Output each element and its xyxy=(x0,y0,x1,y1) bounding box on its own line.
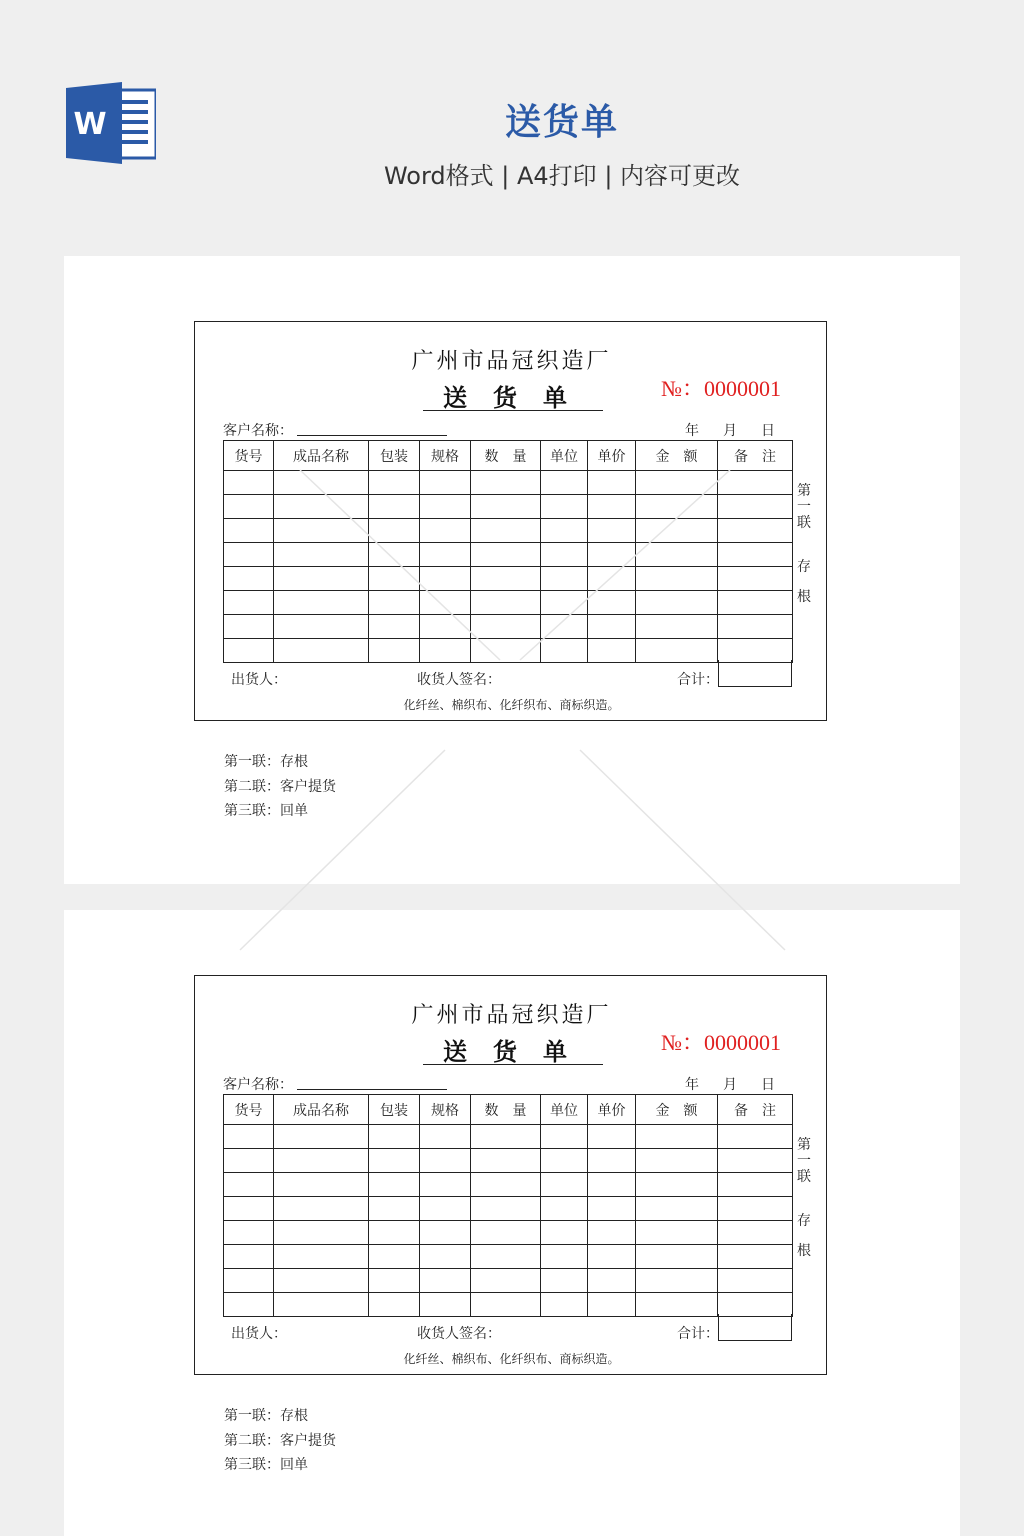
copy-item: 第一联：存根 xyxy=(224,1408,308,1424)
table-cell[interactable] xyxy=(541,591,588,615)
table-cell[interactable] xyxy=(420,567,471,591)
table-cell[interactable] xyxy=(718,543,793,567)
table-cell[interactable] xyxy=(718,519,793,543)
table-cell[interactable] xyxy=(471,495,541,519)
copy-item: 第一联：存根 xyxy=(224,754,308,770)
table-cell[interactable] xyxy=(420,1245,471,1269)
table-cell[interactable] xyxy=(636,1269,718,1293)
table-cell[interactable] xyxy=(471,1125,541,1149)
table-cell[interactable] xyxy=(420,1197,471,1221)
column-header: 单价 xyxy=(588,1095,636,1125)
table-cell[interactable] xyxy=(588,1269,636,1293)
table-cell[interactable] xyxy=(541,1221,588,1245)
copy-side-label xyxy=(795,1136,813,1258)
table-cell[interactable] xyxy=(541,471,588,495)
table-cell[interactable] xyxy=(718,615,793,639)
column-header: 单位 xyxy=(541,1095,588,1125)
customer-label: 客户名称： xyxy=(223,423,293,439)
table-cell[interactable] xyxy=(718,1221,793,1245)
table-cell[interactable] xyxy=(636,1173,718,1197)
table-cell[interactable] xyxy=(588,591,636,615)
column-header: 数 量 xyxy=(471,441,541,471)
document-page-2 xyxy=(64,910,960,1536)
table-cell[interactable] xyxy=(588,615,636,639)
customer-label: 客户名称： xyxy=(223,1077,293,1093)
customer-field[interactable] xyxy=(297,1089,447,1090)
table-cell[interactable] xyxy=(420,543,471,567)
table-row xyxy=(224,591,793,615)
total-label: 合计： xyxy=(677,672,719,688)
table-cell[interactable] xyxy=(636,1125,718,1149)
table-cell[interactable] xyxy=(588,1245,636,1269)
table-cell[interactable] xyxy=(588,1293,636,1317)
customer-field[interactable] xyxy=(297,435,447,436)
table-cell[interactable] xyxy=(636,471,718,495)
table-row xyxy=(224,1149,793,1173)
table-cell[interactable] xyxy=(224,1221,274,1245)
table-row xyxy=(224,1269,793,1293)
table-cell[interactable] xyxy=(588,1173,636,1197)
table-cell[interactable] xyxy=(369,1173,420,1197)
table-cell[interactable] xyxy=(718,639,793,663)
side-char: 一 xyxy=(797,499,811,515)
side-char: 存 xyxy=(797,559,811,575)
table-cell[interactable] xyxy=(588,519,636,543)
column-header: 单位 xyxy=(541,441,588,471)
table-cell[interactable] xyxy=(369,615,420,639)
table-cell[interactable] xyxy=(541,495,588,519)
column-header: 金 额 xyxy=(636,441,718,471)
table-cell[interactable] xyxy=(369,1125,420,1149)
table-cell[interactable] xyxy=(636,1197,718,1221)
shipper-label: 出货人： xyxy=(231,672,287,688)
column-header: 备 注 xyxy=(718,1095,793,1125)
table-cell[interactable] xyxy=(471,543,541,567)
table-cell[interactable] xyxy=(718,1173,793,1197)
copy-side-label xyxy=(795,482,813,604)
table-row xyxy=(224,543,793,567)
table-row xyxy=(224,1125,793,1149)
table-cell[interactable] xyxy=(224,1293,274,1317)
total-box[interactable] xyxy=(718,660,792,687)
table-cell[interactable] xyxy=(274,639,369,663)
receiver-label: 收货人签名： xyxy=(417,672,501,688)
receiver-label: 收货人签名： xyxy=(417,1326,501,1342)
table-cell[interactable] xyxy=(224,615,274,639)
column-header: 数 量 xyxy=(471,1095,541,1125)
table-cell[interactable] xyxy=(369,519,420,543)
date-month: 月 xyxy=(723,423,737,439)
table-cell[interactable] xyxy=(471,591,541,615)
table-cell[interactable] xyxy=(718,1269,793,1293)
date-day: 日 xyxy=(761,423,775,439)
table-cell[interactable] xyxy=(636,615,718,639)
side-char: 根 xyxy=(797,589,811,605)
table-cell[interactable] xyxy=(420,471,471,495)
column-header: 包装 xyxy=(369,441,420,471)
column-header: 单价 xyxy=(588,441,636,471)
table-row xyxy=(224,1245,793,1269)
table-cell[interactable] xyxy=(588,1197,636,1221)
date-month: 月 xyxy=(723,1077,737,1093)
table-cell[interactable] xyxy=(224,1125,274,1149)
table-row xyxy=(224,471,793,495)
copies-list xyxy=(224,1404,336,1478)
table-cell[interactable] xyxy=(274,1149,369,1173)
table-cell[interactable] xyxy=(718,471,793,495)
copy-item: 第三联：回单 xyxy=(224,803,308,819)
items-table xyxy=(223,1094,793,1317)
title-underline xyxy=(423,410,603,411)
table-cell[interactable] xyxy=(274,1245,369,1269)
date-year: 年 xyxy=(685,1077,699,1093)
shipper-label: 出货人： xyxy=(231,1326,287,1342)
table-body xyxy=(224,1125,793,1317)
table-row xyxy=(224,1293,793,1317)
table-cell[interactable] xyxy=(636,1245,718,1269)
table-cell[interactable] xyxy=(274,1293,369,1317)
table-cell[interactable] xyxy=(224,591,274,615)
table-cell[interactable] xyxy=(420,519,471,543)
table-cell[interactable] xyxy=(718,1149,793,1173)
table-cell[interactable] xyxy=(274,519,369,543)
side-char: 存 xyxy=(797,1213,811,1229)
table-cell[interactable] xyxy=(369,591,420,615)
table-cell[interactable] xyxy=(471,1245,541,1269)
table-cell[interactable] xyxy=(636,543,718,567)
table-row xyxy=(224,615,793,639)
total-box[interactable] xyxy=(718,1314,792,1341)
table-cell[interactable] xyxy=(541,639,588,663)
table-cell[interactable] xyxy=(636,639,718,663)
side-char: 联 xyxy=(797,515,811,531)
table-cell[interactable] xyxy=(471,567,541,591)
table-cell[interactable] xyxy=(369,471,420,495)
delivery-form xyxy=(194,975,827,1375)
table-cell[interactable] xyxy=(541,1269,588,1293)
column-header: 货号 xyxy=(224,441,274,471)
table-cell[interactable] xyxy=(369,1293,420,1317)
table-cell[interactable] xyxy=(224,495,274,519)
table-cell[interactable] xyxy=(274,471,369,495)
table-cell[interactable] xyxy=(636,1149,718,1173)
table-cell[interactable] xyxy=(471,519,541,543)
table-body xyxy=(224,471,793,663)
table-cell[interactable] xyxy=(369,1197,420,1221)
table-row xyxy=(224,1221,793,1245)
table-cell[interactable] xyxy=(636,567,718,591)
column-header: 备 注 xyxy=(718,441,793,471)
table-header-row xyxy=(224,441,793,471)
table-cell[interactable] xyxy=(471,1269,541,1293)
delivery-form xyxy=(194,321,827,721)
table-cell[interactable] xyxy=(636,1293,718,1317)
serial-number: №：0000001 xyxy=(661,1030,781,1055)
table-cell[interactable] xyxy=(274,495,369,519)
column-header: 包装 xyxy=(369,1095,420,1125)
table-cell[interactable] xyxy=(588,639,636,663)
column-header: 货号 xyxy=(224,1095,274,1125)
table-cell[interactable] xyxy=(224,471,274,495)
date-field xyxy=(685,420,799,440)
table-cell[interactable] xyxy=(471,1197,541,1221)
table-cell[interactable] xyxy=(471,615,541,639)
side-char: 一 xyxy=(797,1153,811,1169)
column-header: 成品名称 xyxy=(274,1095,369,1125)
table-cell[interactable] xyxy=(274,1221,369,1245)
table-cell[interactable] xyxy=(541,615,588,639)
table-cell[interactable] xyxy=(471,1221,541,1245)
table-cell[interactable] xyxy=(541,1125,588,1149)
copy-item: 第二联：客户提货 xyxy=(224,1432,336,1449)
table-cell[interactable] xyxy=(420,1293,471,1317)
table-cell[interactable] xyxy=(420,1149,471,1173)
table-cell[interactable] xyxy=(588,567,636,591)
table-cell[interactable] xyxy=(274,543,369,567)
table-cell[interactable] xyxy=(541,1173,588,1197)
table-row xyxy=(224,1197,793,1221)
table-cell[interactable] xyxy=(420,639,471,663)
table-cell[interactable] xyxy=(274,591,369,615)
word-icon-letter: W xyxy=(73,107,107,142)
form-title: 送货单 xyxy=(443,383,593,412)
table-cell[interactable] xyxy=(636,591,718,615)
table-cell[interactable] xyxy=(224,1173,274,1197)
table-cell[interactable] xyxy=(274,1197,369,1221)
table-cell[interactable] xyxy=(718,567,793,591)
page-subtitle: Word格式 | A4打印 | 内容可更改 xyxy=(383,162,741,190)
table-cell[interactable] xyxy=(274,567,369,591)
page-title: 送货单 xyxy=(504,102,619,143)
table-row xyxy=(224,567,793,591)
table-cell[interactable] xyxy=(718,495,793,519)
business-scope: 化纤丝、棉织布、化纤织布、商标织造。 xyxy=(403,698,620,712)
document-page-1 xyxy=(64,256,960,884)
side-char: 根 xyxy=(797,1243,811,1259)
table-cell[interactable] xyxy=(420,591,471,615)
business-scope: 化纤丝、棉织布、化纤织布、商标织造。 xyxy=(403,1352,620,1366)
total-label: 合计： xyxy=(677,1326,719,1342)
table-cell[interactable] xyxy=(718,1197,793,1221)
table-cell[interactable] xyxy=(224,1149,274,1173)
table-cell[interactable] xyxy=(718,1125,793,1149)
table-cell[interactable] xyxy=(718,591,793,615)
title-underline xyxy=(423,1064,603,1065)
company-name: 广州市品冠织造厂 xyxy=(411,349,612,374)
table-cell[interactable] xyxy=(588,1125,636,1149)
table-row xyxy=(224,1173,793,1197)
table-cell[interactable] xyxy=(224,543,274,567)
table-cell[interactable] xyxy=(471,639,541,663)
copy-item: 第三联：回单 xyxy=(224,1457,308,1473)
table-cell[interactable] xyxy=(420,1221,471,1245)
table-cell[interactable] xyxy=(541,1293,588,1317)
table-cell[interactable] xyxy=(420,495,471,519)
table-cell[interactable] xyxy=(636,1221,718,1245)
date-year: 年 xyxy=(685,423,699,439)
table-cell[interactable] xyxy=(420,1125,471,1149)
date-day: 日 xyxy=(761,1077,775,1093)
table-cell[interactable] xyxy=(420,615,471,639)
table-cell[interactable] xyxy=(541,567,588,591)
column-header: 规格 xyxy=(420,441,471,471)
table-cell[interactable] xyxy=(636,519,718,543)
table-cell[interactable] xyxy=(636,495,718,519)
table-cell[interactable] xyxy=(369,1221,420,1245)
table-row xyxy=(224,639,793,663)
table-cell[interactable] xyxy=(420,1173,471,1197)
table-cell[interactable] xyxy=(471,1173,541,1197)
table-cell[interactable] xyxy=(588,471,636,495)
side-char: 联 xyxy=(797,1169,811,1185)
table-cell[interactable] xyxy=(588,495,636,519)
table-cell[interactable] xyxy=(718,1293,793,1317)
table-cell[interactable] xyxy=(274,1173,369,1197)
table-cell[interactable] xyxy=(274,1269,369,1293)
table-cell[interactable] xyxy=(274,1125,369,1149)
items-table xyxy=(223,440,793,663)
table-cell[interactable] xyxy=(471,1293,541,1317)
form-title: 送货单 xyxy=(443,1037,593,1066)
table-cell[interactable] xyxy=(541,1245,588,1269)
column-header: 金 额 xyxy=(636,1095,718,1125)
table-cell[interactable] xyxy=(224,567,274,591)
table-cell[interactable] xyxy=(541,1197,588,1221)
table-cell[interactable] xyxy=(588,1221,636,1245)
column-header: 成品名称 xyxy=(274,441,369,471)
table-cell[interactable] xyxy=(541,519,588,543)
table-cell[interactable] xyxy=(224,639,274,663)
table-cell[interactable] xyxy=(369,1245,420,1269)
date-field xyxy=(685,1074,799,1094)
copies-list xyxy=(224,750,336,824)
table-cell[interactable] xyxy=(369,639,420,663)
table-cell[interactable] xyxy=(471,471,541,495)
table-cell[interactable] xyxy=(224,519,274,543)
table-cell[interactable] xyxy=(369,567,420,591)
table-row xyxy=(224,519,793,543)
serial-number: №：0000001 xyxy=(661,376,781,401)
table-cell[interactable] xyxy=(224,1197,274,1221)
table-cell[interactable] xyxy=(369,543,420,567)
side-char: 第 xyxy=(797,1137,811,1153)
table-cell[interactable] xyxy=(369,495,420,519)
table-cell[interactable] xyxy=(224,1269,274,1293)
table-cell[interactable] xyxy=(471,1149,541,1173)
side-char: 第 xyxy=(797,483,811,499)
table-cell[interactable] xyxy=(718,1245,793,1269)
table-header-row xyxy=(224,1095,793,1125)
table-cell[interactable] xyxy=(369,1149,420,1173)
table-row xyxy=(224,495,793,519)
table-cell[interactable] xyxy=(224,1245,274,1269)
table-cell[interactable] xyxy=(588,1149,636,1173)
table-cell[interactable] xyxy=(588,543,636,567)
company-name: 广州市品冠织造厂 xyxy=(411,1003,612,1028)
table-cell[interactable] xyxy=(420,1269,471,1293)
table-cell[interactable] xyxy=(274,615,369,639)
table-cell[interactable] xyxy=(541,543,588,567)
column-header: 规格 xyxy=(420,1095,471,1125)
table-cell[interactable] xyxy=(369,1269,420,1293)
copy-item: 第二联：客户提货 xyxy=(224,778,336,795)
table-cell[interactable] xyxy=(541,1149,588,1173)
